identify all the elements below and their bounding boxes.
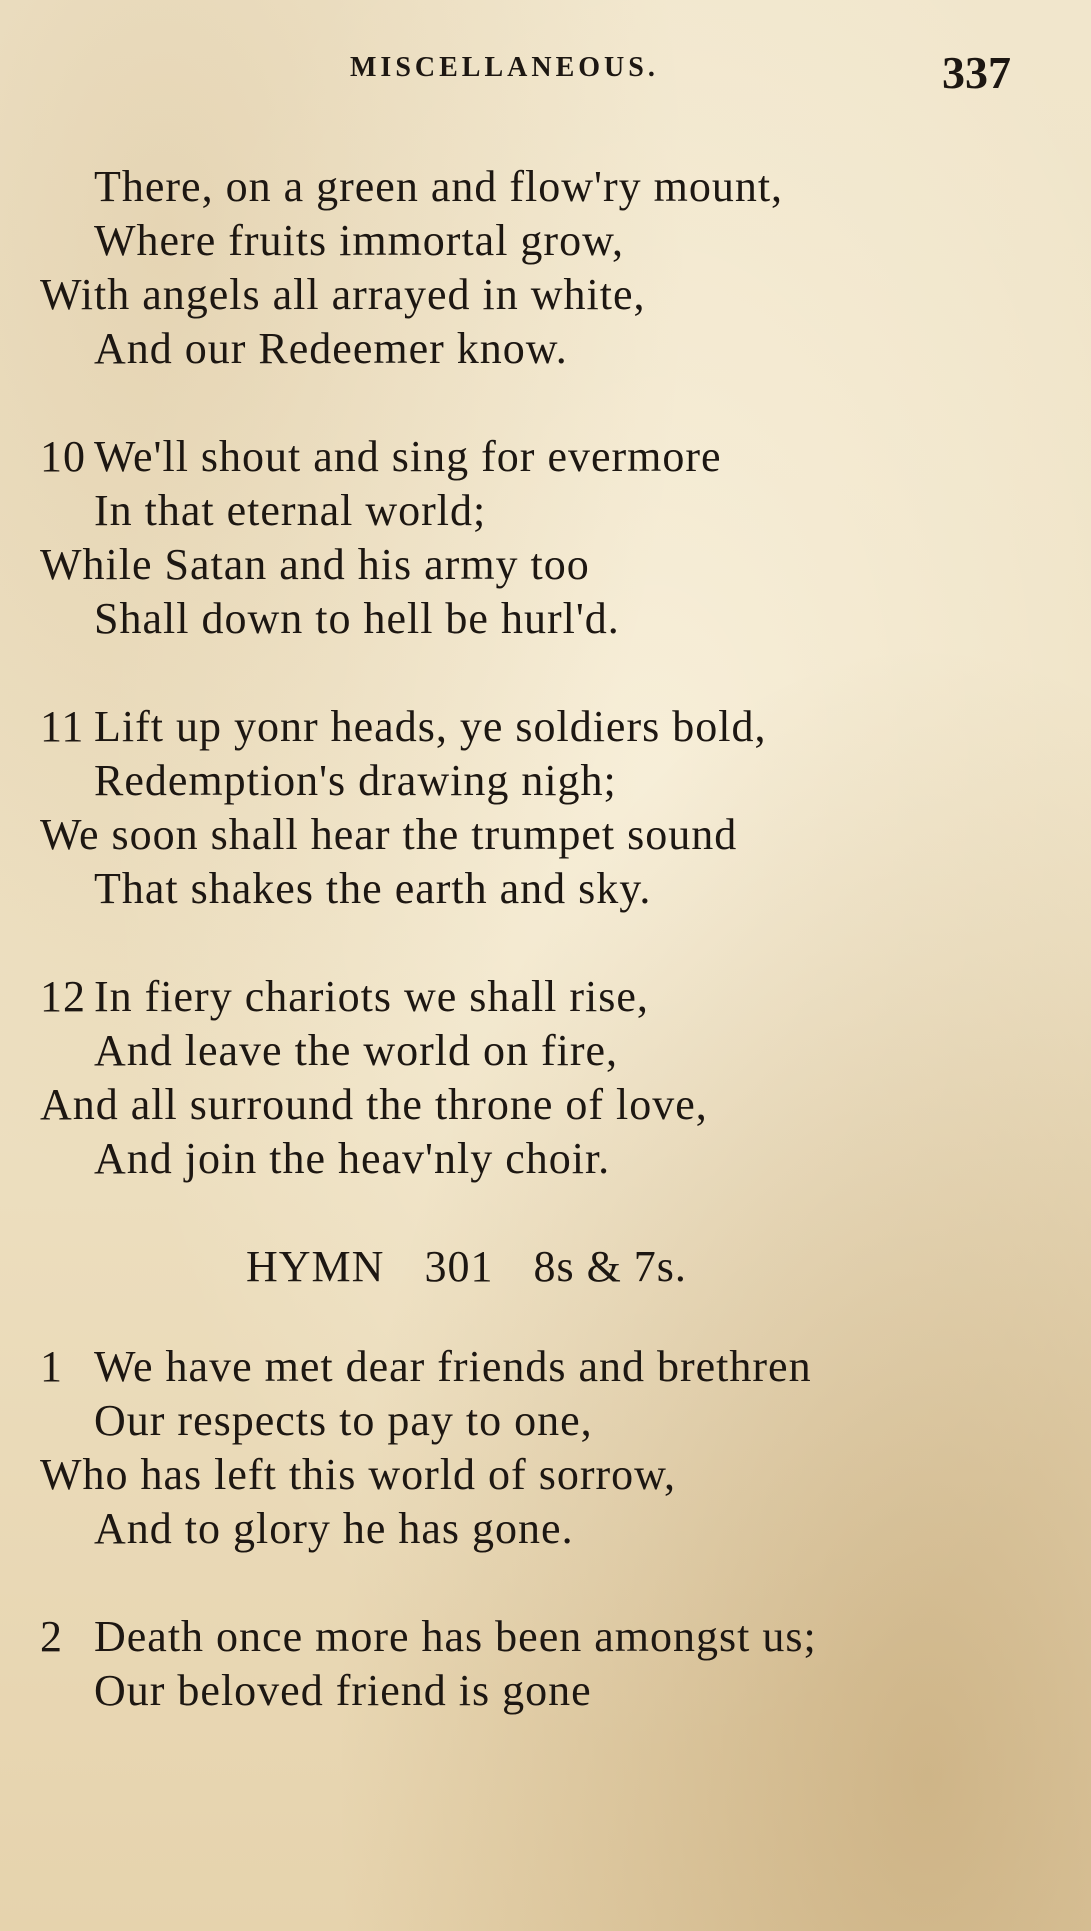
stanza-number: 11: [40, 702, 85, 751]
hymn-stanza-2: [0, 1610, 1091, 1718]
continued-stanza: [0, 160, 1091, 376]
verse-text: In fiery chariots we shall rise,: [94, 972, 649, 1021]
verse-line: And leave the world on fire,: [94, 1026, 619, 1075]
verse-line: There, on a green and flow'ry mount,: [94, 162, 784, 211]
verse-line: [0, 430, 1091, 484]
verse-text: Lift up yonr heads, ye soldiers bold,: [94, 702, 767, 751]
hymn-stanza-1: [0, 1340, 1091, 1556]
stanza-12: [0, 970, 1091, 1186]
verse-line: We soon shall hear the trumpet sound: [40, 810, 738, 859]
stanza-number: 10: [40, 432, 86, 481]
verse-line: In that eternal world;: [94, 486, 487, 535]
hymn-label: HYMN: [246, 1242, 385, 1291]
hymn-number: 301: [424, 1242, 494, 1291]
stanza-11: [0, 700, 1091, 916]
verse-line: And all surround the throne of love,: [40, 1080, 708, 1129]
verse-line: [0, 1340, 1091, 1394]
verse-line: Our respects to pay to one,: [94, 1396, 593, 1445]
verse-line: Our beloved friend is gone: [94, 1666, 592, 1715]
running-head: MISCELLANEOUS.: [350, 52, 659, 83]
verse-line: And our Redeemer know.: [94, 324, 568, 373]
stanza-number: 12: [40, 972, 86, 1021]
hymn-heading: [0, 1240, 1091, 1294]
verse-text: We'll shout and sing for evermore: [94, 432, 722, 481]
stanza-number: 1: [40, 1342, 63, 1391]
verse-text: We have met dear friends and brethren: [94, 1342, 812, 1391]
verse-line: [0, 970, 1091, 1024]
verse-line: [0, 700, 1091, 754]
verse-line: With angels all arrayed in white,: [40, 270, 646, 319]
page-header: [0, 46, 1091, 96]
verse-line: Where fruits immortal grow,: [94, 216, 624, 265]
verse-text: Death once more has been amongst us;: [94, 1612, 817, 1661]
verse-line: Shall down to hell be hurl'd.: [94, 594, 620, 643]
verse-line: [0, 1610, 1091, 1664]
hymn-meter: 8s & 7s.: [533, 1242, 687, 1291]
verse-line: Redemption's drawing nigh;: [94, 756, 617, 805]
verse-line: And to glory he has gone.: [94, 1504, 574, 1553]
stanza-10: [0, 430, 1091, 646]
page-body: [0, 160, 1091, 1772]
verse-line: That shakes the earth and sky.: [94, 864, 652, 913]
verse-line: And join the heav'nly choir.: [94, 1134, 611, 1183]
verse-line: Who has left this world of sorrow,: [40, 1450, 677, 1499]
stanza-number: 2: [40, 1612, 63, 1661]
verse-line: While Satan and his army too: [40, 540, 590, 589]
page-number: 337: [942, 47, 1011, 98]
